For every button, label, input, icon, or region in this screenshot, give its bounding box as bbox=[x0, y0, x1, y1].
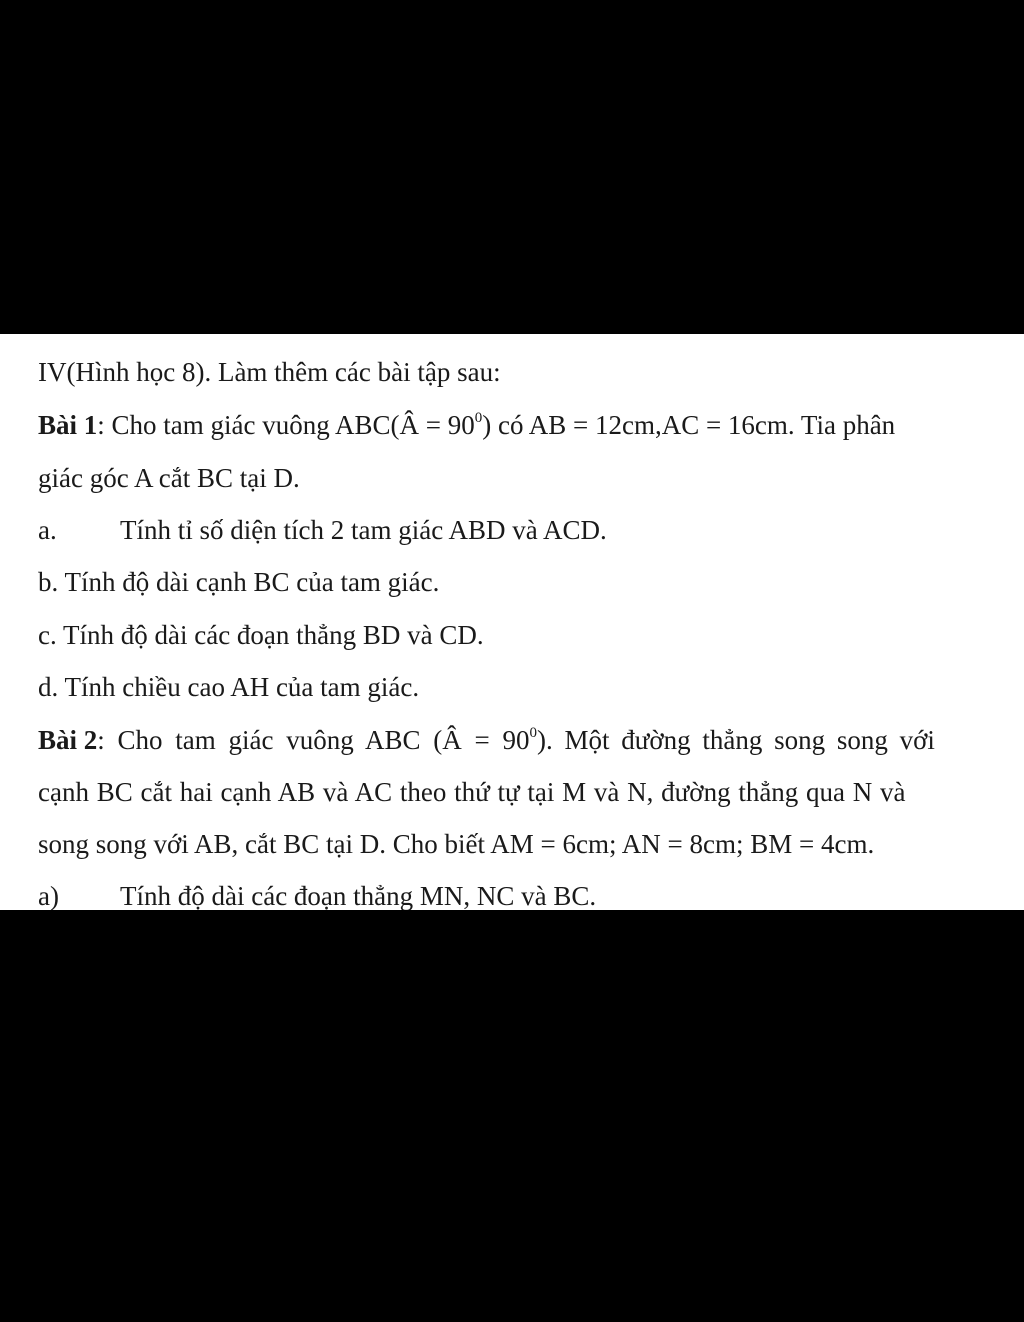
intro-line bbox=[38, 356, 986, 388]
bai2-label: Bài 2 bbox=[38, 725, 98, 755]
bai2-item-a-text: Tính độ dài các đoạn thẳng MN, NC và BC. bbox=[120, 881, 597, 910]
bai1-line-1 bbox=[38, 409, 986, 441]
bai1-item-c bbox=[38, 619, 986, 651]
bai2-item-a bbox=[38, 880, 986, 910]
bai1-item-c-text: c. Tính độ dài các đoạn thẳng BD và CD. bbox=[38, 620, 484, 650]
bai2-line1-prefix: : Cho tam giác vuông ABC (Â = 90 bbox=[97, 725, 530, 755]
bai1-degree-sup: 0 bbox=[474, 410, 483, 426]
document-excerpt bbox=[0, 334, 1024, 910]
bai2-item-a-label: a) bbox=[38, 881, 59, 910]
bai1-item-a bbox=[38, 514, 986, 546]
bai1-line2-text: giác góc A cắt BC tại D. bbox=[38, 463, 300, 493]
bai1-line1-prefix: : Cho tam giác vuông ABC(Â = 90 bbox=[97, 410, 475, 440]
bai2-line-3 bbox=[38, 828, 986, 860]
top-black-band bbox=[0, 0, 1024, 334]
bai1-line-2 bbox=[38, 462, 986, 494]
bai1-item-a-text: Tính tỉ số diện tích 2 tam giác ABD và ACD. bbox=[120, 515, 607, 545]
bai2-degree-sup: 0 bbox=[529, 725, 537, 741]
bai1-item-b bbox=[38, 566, 986, 598]
bai2-line-2 bbox=[38, 776, 986, 808]
bottom-black-band bbox=[0, 910, 1024, 1322]
bai2-line1-suffix: ). Một đường thẳng song song với bbox=[536, 725, 935, 755]
bai1-item-d-text: d. Tính chiều cao AH của tam giác. bbox=[38, 672, 420, 702]
bai2-line2-text: cạnh BC cắt hai cạnh AB và AC theo thứ tự tại M và N, đường thẳng qua N và bbox=[38, 777, 906, 807]
bai1-item-a-label: a. bbox=[38, 515, 57, 545]
bai1-item-b-text: b. Tính độ dài cạnh BC của tam giác. bbox=[38, 567, 440, 597]
bai2-line-1 bbox=[38, 724, 986, 756]
bai1-label: Bài 1 bbox=[38, 410, 98, 440]
bai1-item-d bbox=[38, 671, 986, 703]
bai2-line3-text: song song với AB, cắt BC tại D. Cho biết AM = 6cm; AN = 8cm; BM = 4cm. bbox=[38, 829, 875, 859]
intro-text: IV(Hình học 8). Làm thêm các bài tập sau: bbox=[38, 357, 501, 387]
bai1-line1-suffix: ) có AB = 12cm,AC = 16cm. Tia phân bbox=[482, 410, 896, 440]
